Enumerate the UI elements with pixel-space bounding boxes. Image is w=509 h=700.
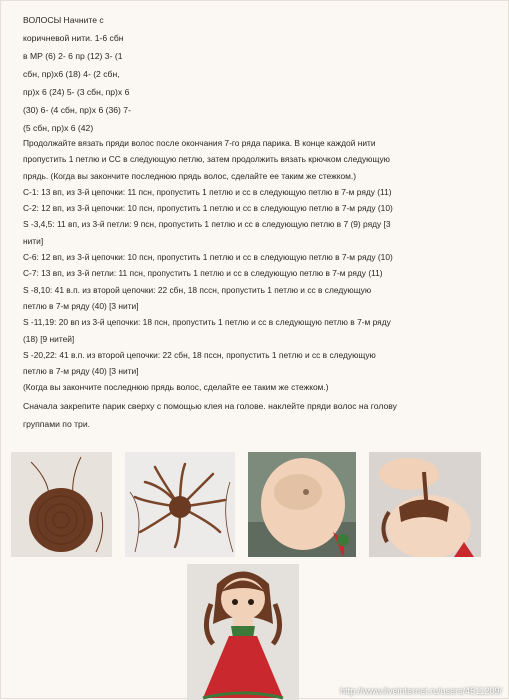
intro-line: (5 сбн, пр)х 6 (42) bbox=[23, 123, 94, 133]
attaching-hair-illustration bbox=[369, 452, 481, 557]
body-line: S -20,22: 41 в.п. из второй цепочки: 22 сбн, 18 пссн, пропустить 1 петлю и сс в следующую bbox=[23, 349, 376, 360]
watermark: http://www.liveinternet.ru/users/4511209/ bbox=[340, 686, 502, 696]
intro-line: сбн, пр)х6 (18) 4- (2 сбн, bbox=[23, 69, 120, 79]
outro-line: Сначала закрепите парик сверху с помощью клея на голове. наклейте пряди волос на голову bbox=[23, 401, 397, 411]
body-line: С-6: 12 вп, из 3-й цепочки: 10 псн, пропустить 1 петлю и сс в следующую петлю в 7-м ряду (10) bbox=[23, 252, 393, 263]
body-line: Продолжайте вязать пряди волос после окончания 7-го ряда парика. В конце каждой нити bbox=[23, 138, 376, 148]
photo-doll-head bbox=[248, 452, 356, 557]
body-line: S -3,4,5: 11 вп, из 3-й петли: 9 псн, пропустить 1 петлю и сс в следующую петлю в 7 (9) ряду [3 bbox=[23, 219, 391, 230]
body-line: (Когда вы закончите последнюю прядь волос, сделайте ее таким же стежком.) bbox=[23, 382, 329, 393]
intro-line: коричневой нити. 1-6 сбн bbox=[23, 33, 124, 43]
hair-strands-illustration bbox=[125, 452, 235, 557]
body-line: петлю в 7-м ряду (40) [3 нити] bbox=[23, 366, 139, 377]
body-line: пропустить 1 петлю и СС в следующую петлю, затем продолжить вязать крючком следующую bbox=[23, 154, 390, 165]
photo-attaching-hair bbox=[369, 452, 481, 557]
photo-wig-cap bbox=[11, 452, 112, 557]
instructions-paragraph bbox=[23, 135, 488, 396]
gluing-paragraph bbox=[23, 397, 493, 433]
intro-line: (30) 6- (4 сбн, пр)х 6 (36) 7- bbox=[23, 105, 131, 115]
body-line: С-1: 13 вп, из 3-й цепочки: 11 псн, пропустить 1 петлю и сс в следующую петлю в 7-м ряду (11) bbox=[23, 186, 392, 197]
wig-cap-illustration bbox=[11, 452, 112, 557]
intro-line: пр)х 6 (24) 5- (3 сбн, пр)х 6 bbox=[23, 87, 130, 97]
body-line: петлю в 7-м ряду (40) [3 нити] bbox=[23, 300, 139, 311]
intro-paragraph bbox=[23, 11, 183, 137]
body-line: С-7: 13 вп, из 3-й петли: 11 псн, пропустить 1 петлю и сс в следующую петлю в 7-м ряду (11) bbox=[23, 268, 383, 279]
body-line: С-2: 12 вп, из 3-й цепочки: 10 псн, пропустить 1 петлю и сс в следующую петлю в 7-м ряду (10) bbox=[23, 203, 393, 214]
outro-line: группами по три. bbox=[23, 419, 91, 429]
intro-line: в МР (6) 2- 6 пр (12) 3- (1 bbox=[23, 51, 123, 61]
body-line: прядь. (Когда вы закончите последнюю прядь волос, сделайте ее таким же стежком.) bbox=[23, 170, 357, 181]
body-line: (18) [9 нитей] bbox=[23, 333, 75, 344]
doll-head-illustration bbox=[248, 452, 356, 557]
body-line: нити] bbox=[23, 235, 44, 246]
photo-hair-strands bbox=[125, 452, 235, 557]
body-line: S -11,19: 20 вп из 3-й цепочки: 18 псн, пропустить 1 петлю и сс в следующую петлю в 7-м ряду bbox=[23, 317, 391, 328]
body-line: S -8,10: 41 в.п. из второй цепочки: 22 сбн, 18 пссн, пропустить 1 петлю и сс в следующую bbox=[23, 284, 372, 295]
photo-finished-doll bbox=[187, 564, 299, 700]
intro-line: ВОЛОСЫ Начните с bbox=[23, 15, 104, 25]
finished-doll-illustration bbox=[187, 564, 299, 700]
